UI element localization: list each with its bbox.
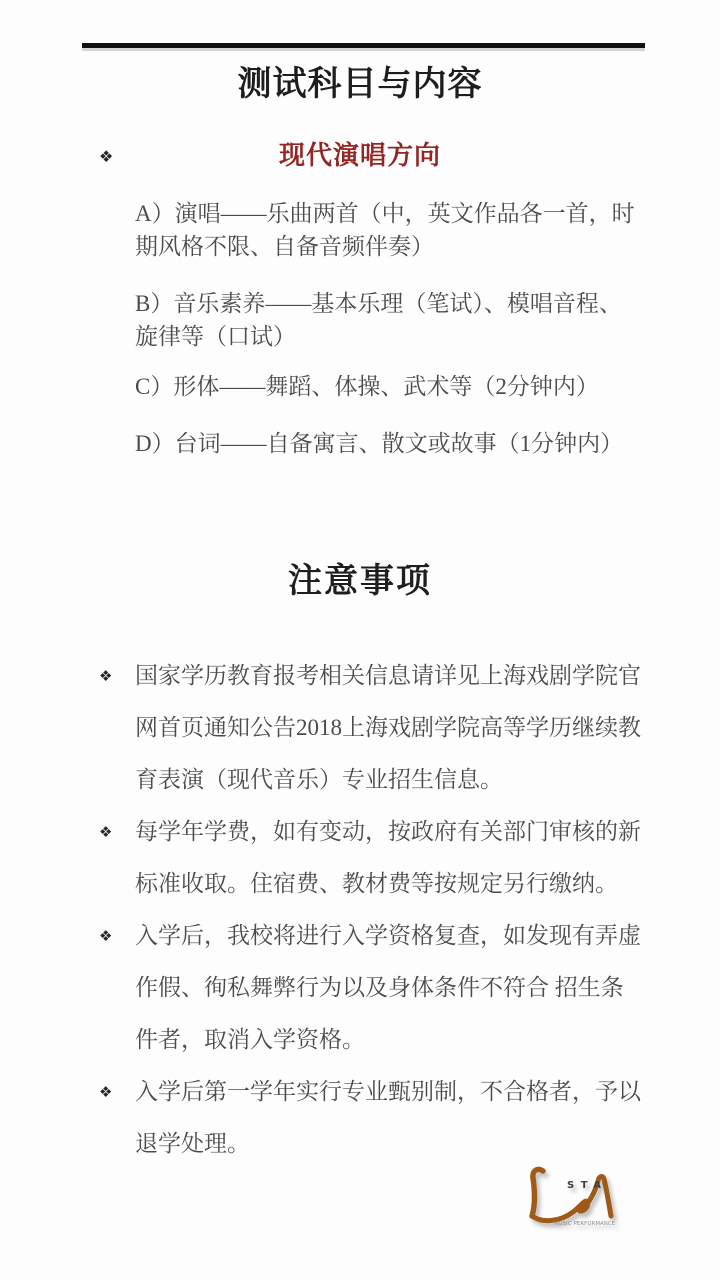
diamond-bullet-icon: ❖ — [99, 1083, 113, 1101]
direction-heading: 现代演唱方向 — [278, 141, 441, 170]
logo-m-swash-icon — [527, 1166, 623, 1230]
logo-tagline: MUSIC PERFORMANCE — [554, 1221, 616, 1227]
note-text: 入学后第一学年实行专业甄别制，不合格者，予以退学处理。 — [135, 1079, 641, 1156]
direction-row — [0, 140, 720, 174]
diamond-bullet-icon: ❖ — [99, 823, 113, 841]
diamond-bullet-icon: ❖ — [99, 667, 113, 685]
notes-section-title: 注意事项 — [288, 563, 432, 600]
subject-item-c: C）形体——舞蹈、体操、武术等（2分钟内） — [135, 374, 599, 399]
note-text: 入学后，我校将进行入学资格复查，如发现有弄虚作假、徇私舞弊行为以及身体条件不符合 招生条件者，取消入学资格。 — [135, 923, 641, 1052]
subject-item-b: B）音乐素养——基本乐理（笔试）、模唱音程、旋律等（口试） — [135, 291, 622, 349]
top-divider — [82, 43, 645, 48]
note-text: 国家学历教育报考相关信息请详见上海戏剧学院官网首页通知公告2018上海戏剧学院高等学历继续教育表演（现代音乐）专业招生信息。 — [135, 663, 641, 792]
list-item — [99, 650, 643, 806]
subjects-section-title: 测试科目与内容 — [237, 66, 483, 103]
diamond-bullet-icon: ❖ — [99, 927, 113, 945]
subject-item-d: D）台词——自备寓言、散文或故事（1分钟内） — [135, 431, 624, 456]
subject-item-a: A）演唱——乐曲两首（中，英文作品各一首，时期风格不限、自备音频伴奏） — [135, 201, 635, 259]
list-item — [99, 910, 643, 1066]
logo-letters: STA — [567, 1180, 608, 1191]
notes-list — [99, 650, 643, 1170]
note-text: 每学年学费，如有变动，按政府有关部门审核的新标准收取。住宿费、教材费等按规定另行缴纳。 — [135, 819, 641, 896]
list-item — [99, 806, 643, 910]
sta-music-performance-logo — [527, 1166, 627, 1234]
list-item — [99, 1066, 643, 1170]
diamond-bullet-icon: ❖ — [99, 147, 114, 166]
subject-items-list — [135, 197, 641, 484]
